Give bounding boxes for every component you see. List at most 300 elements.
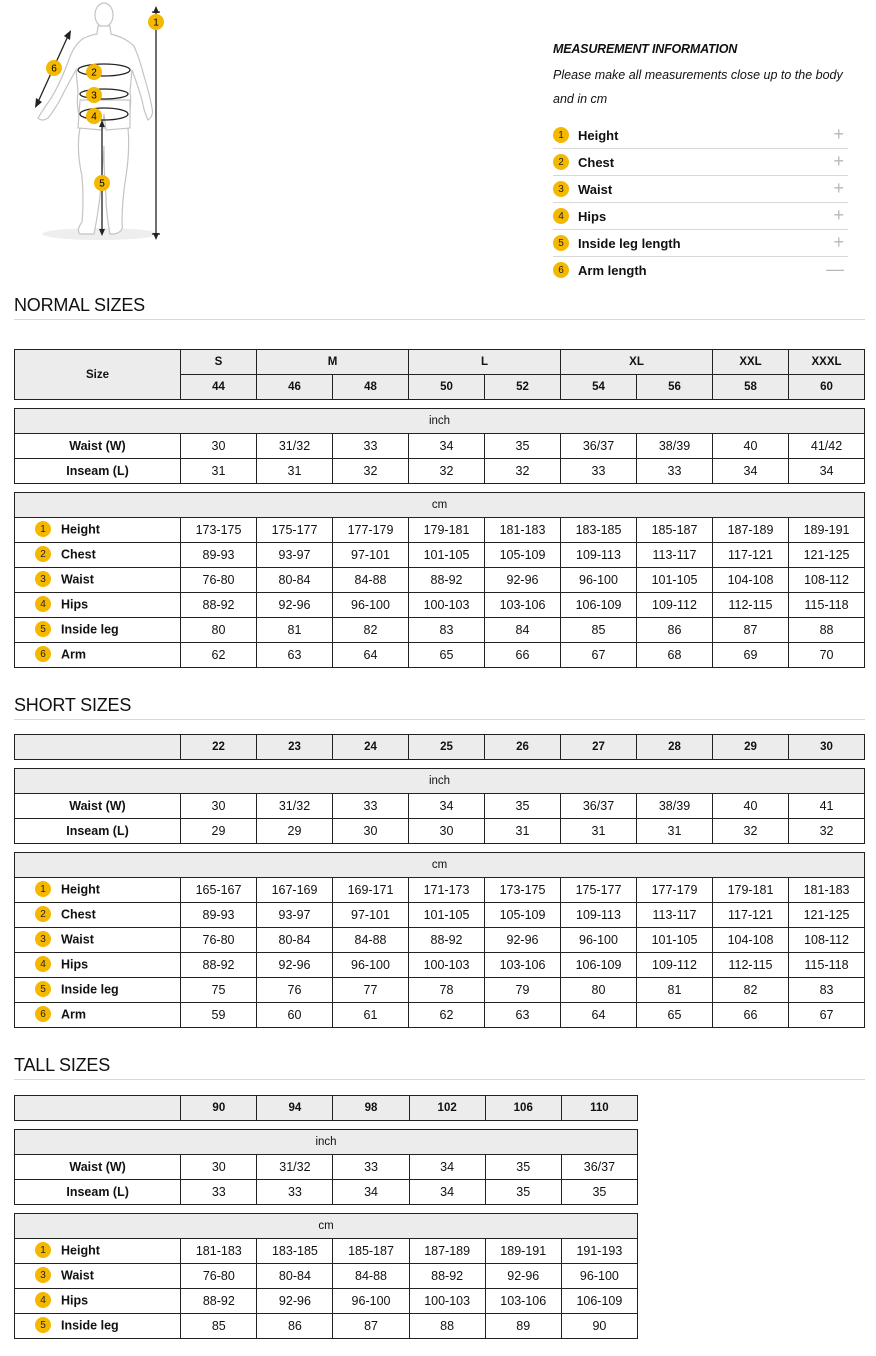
table-cell: 30 — [181, 1155, 257, 1180]
badge-icon: 5 — [35, 621, 51, 637]
measurement-info-text: Please make all measurements close up to the body and in cm — [553, 68, 843, 106]
table-cell: 32 — [409, 459, 485, 484]
table-cell: 65 — [409, 643, 485, 668]
table-cell: 121-125 — [789, 903, 865, 928]
badge-icon: 3 — [35, 931, 51, 947]
table-cell: 179-181 — [713, 878, 789, 903]
badge-icon: 6 — [35, 646, 51, 662]
size-number: 60 — [789, 375, 865, 400]
table-cell: 69 — [713, 643, 789, 668]
table-cell: 35 — [485, 1155, 561, 1180]
table-cell: 33 — [181, 1180, 257, 1205]
table-cell: 31/32 — [257, 434, 333, 459]
accordion-item-chest[interactable] — [553, 149, 848, 176]
table-cell: 85 — [561, 618, 637, 643]
table-cell: 33 — [637, 459, 713, 484]
table-row — [15, 878, 865, 903]
row-label-text: Chest — [61, 907, 96, 922]
table-cell: 41 — [789, 794, 865, 819]
badge-icon: 3 — [553, 181, 569, 197]
table-cell: 100-103 — [409, 953, 485, 978]
table-cell: 88-92 — [409, 1264, 485, 1289]
size-number: 102 — [409, 1096, 485, 1121]
table-cell: 115-118 — [789, 593, 865, 618]
table-cell: 87 — [333, 1314, 409, 1339]
table-cell: 92-96 — [485, 568, 561, 593]
table-cell: 106-109 — [561, 953, 637, 978]
badge-icon: 2 — [35, 546, 51, 562]
table-cell: 89 — [485, 1314, 561, 1339]
table-cell: 185-187 — [637, 518, 713, 543]
unit-label: inch — [15, 769, 865, 794]
table-cell: 177-179 — [637, 878, 713, 903]
table-cell: 30 — [181, 794, 257, 819]
size-number: 22 — [181, 735, 257, 760]
size-header-row — [15, 1096, 638, 1121]
table-cell: 33 — [333, 434, 409, 459]
short-cm-table — [14, 852, 865, 1028]
row-label-text: Waist — [61, 932, 94, 947]
row-label: Inseam (L) — [15, 459, 181, 484]
table-cell: 92-96 — [485, 1264, 561, 1289]
table-cell: 105-109 — [485, 543, 561, 568]
badge-icon: 4 — [35, 956, 51, 972]
table-cell: 41/42 — [789, 434, 865, 459]
row-label: Waist (W) — [15, 1155, 181, 1180]
table-cell: 33 — [257, 1180, 333, 1205]
table-cell: 101-105 — [637, 928, 713, 953]
table-cell: 82 — [333, 618, 409, 643]
size-number: 29 — [713, 735, 789, 760]
table-row — [15, 1180, 638, 1205]
badge-icon: 6 — [553, 262, 569, 278]
short-size-header-table — [14, 734, 865, 760]
table-cell: 112-115 — [713, 953, 789, 978]
unit-label: cm — [15, 493, 865, 518]
table-cell: 185-187 — [333, 1239, 409, 1264]
table-cell: 92-96 — [257, 1289, 333, 1314]
row-label-text: Inside leg — [61, 982, 119, 997]
table-cell: 31/32 — [257, 794, 333, 819]
size-number: 44 — [181, 375, 257, 400]
table-row — [15, 568, 865, 593]
table-cell: 63 — [485, 1003, 561, 1028]
body-measurement-figure — [18, 0, 178, 245]
table-row — [15, 794, 865, 819]
table-cell: 30 — [181, 434, 257, 459]
table-cell: 104-108 — [713, 928, 789, 953]
accordion-item-label: Arm length — [578, 262, 647, 278]
tall-size-header-table — [14, 1095, 638, 1121]
table-cell: 113-117 — [637, 903, 713, 928]
table-cell: 32 — [485, 459, 561, 484]
row-label-text: Height — [61, 1243, 100, 1258]
badge-icon: 1 — [553, 127, 569, 143]
table-cell: 38/39 — [637, 794, 713, 819]
table-row — [15, 434, 865, 459]
table-cell: 92-96 — [257, 953, 333, 978]
table-cell: 183-185 — [561, 518, 637, 543]
table-cell: 40 — [713, 434, 789, 459]
accordion-item-label: Hips — [578, 208, 607, 224]
short-sizes-title: SHORT SIZES — [14, 695, 865, 720]
table-cell: 121-125 — [789, 543, 865, 568]
table-cell: 30 — [409, 819, 485, 844]
badge-icon: 4 — [553, 208, 569, 224]
row-label — [15, 1289, 181, 1314]
badge-icon: 3 — [35, 571, 51, 587]
table-cell: 84 — [485, 618, 561, 643]
badge-icon: 5 — [35, 1317, 51, 1333]
table-cell: 86 — [257, 1314, 333, 1339]
size-group-xxxl: XXXL — [789, 350, 865, 375]
row-label — [15, 568, 181, 593]
table-cell: 88 — [789, 618, 865, 643]
size-group-xl: XL — [561, 350, 713, 375]
table-cell: 80 — [181, 618, 257, 643]
row-label-text: Height — [61, 882, 100, 897]
table-cell: 36/37 — [561, 794, 637, 819]
table-cell: 76-80 — [181, 928, 257, 953]
table-cell: 75 — [181, 978, 257, 1003]
row-label — [15, 1239, 181, 1264]
table-cell: 31 — [561, 819, 637, 844]
size-number: 94 — [257, 1096, 333, 1121]
table-cell: 31 — [257, 459, 333, 484]
badge-icon: 5 — [553, 235, 569, 251]
row-label — [15, 1003, 181, 1028]
row-label — [15, 593, 181, 618]
table-cell: 31 — [485, 819, 561, 844]
accordion-item-hips[interactable] — [553, 203, 848, 230]
table-cell: 113-117 — [637, 543, 713, 568]
table-cell: 35 — [485, 1180, 561, 1205]
badge-icon: 2 — [35, 906, 51, 922]
table-cell: 35 — [561, 1180, 637, 1205]
table-cell: 34 — [789, 459, 865, 484]
table-row — [15, 643, 865, 668]
accordion-item-label: Chest — [578, 154, 615, 170]
measurement-accordion — [553, 122, 848, 283]
table-cell: 32 — [789, 819, 865, 844]
table-cell: 109-113 — [561, 903, 637, 928]
table-cell: 62 — [181, 643, 257, 668]
normal-sizes-title: NORMAL SIZES — [14, 295, 865, 320]
row-label-text: Arm — [61, 647, 87, 662]
table-cell: 81 — [257, 618, 333, 643]
figure-marker-3: 3 — [91, 90, 97, 102]
row-label-text: Waist — [61, 1268, 94, 1283]
table-cell: 101-105 — [409, 543, 485, 568]
table-cell: 63 — [257, 643, 333, 668]
table-row — [15, 1003, 865, 1028]
table-cell: 31 — [181, 459, 257, 484]
table-cell: 179-181 — [409, 518, 485, 543]
table-cell: 36/37 — [561, 434, 637, 459]
row-label-text: Waist — [61, 572, 94, 587]
badge-icon: 4 — [35, 1292, 51, 1308]
table-cell: 84-88 — [333, 928, 409, 953]
row-label: Waist (W) — [15, 434, 181, 459]
size-number: 25 — [409, 735, 485, 760]
table-row — [15, 618, 865, 643]
table-cell: 35 — [485, 794, 561, 819]
table-cell: 106-109 — [561, 1289, 637, 1314]
table-cell: 103-106 — [485, 593, 561, 618]
table-cell: 100-103 — [409, 593, 485, 618]
table-cell: 29 — [181, 819, 257, 844]
figure-marker-6: 6 — [51, 63, 57, 75]
table-cell: 62 — [409, 1003, 485, 1028]
row-label-text: Chest — [61, 547, 96, 562]
table-cell: 79 — [485, 978, 561, 1003]
table-row — [15, 1289, 638, 1314]
table-cell: 112-115 — [713, 593, 789, 618]
table-cell: 83 — [789, 978, 865, 1003]
table-row — [15, 518, 865, 543]
tall-inch-table — [14, 1129, 638, 1205]
unit-label: inch — [15, 409, 865, 434]
table-cell: 80-84 — [257, 1264, 333, 1289]
table-cell: 93-97 — [257, 903, 333, 928]
table-cell: 30 — [333, 819, 409, 844]
table-cell: 103-106 — [485, 1289, 561, 1314]
table-cell: 33 — [333, 794, 409, 819]
size-number: 48 — [333, 375, 409, 400]
size-number: 98 — [333, 1096, 409, 1121]
table-cell: 96-100 — [561, 568, 637, 593]
accordion-item-label: Inside leg length — [578, 235, 681, 251]
table-cell: 106-109 — [561, 593, 637, 618]
table-cell: 35 — [485, 434, 561, 459]
table-cell: 80-84 — [257, 928, 333, 953]
accordion-item-waist[interactable] — [553, 176, 848, 203]
table-cell: 165-167 — [181, 878, 257, 903]
size-number: 23 — [257, 735, 333, 760]
table-row — [15, 1314, 638, 1339]
unit-label: cm — [15, 853, 865, 878]
table-cell: 66 — [485, 643, 561, 668]
table-cell: 96-100 — [333, 593, 409, 618]
size-number: 50 — [409, 375, 485, 400]
table-cell: 100-103 — [409, 1289, 485, 1314]
table-cell: 104-108 — [713, 568, 789, 593]
table-cell: 103-106 — [485, 953, 561, 978]
figure-marker-1: 1 — [153, 17, 159, 29]
table-cell: 33 — [333, 1155, 409, 1180]
size-group-l: L — [409, 350, 561, 375]
table-cell: 191-193 — [561, 1239, 637, 1264]
row-label — [15, 643, 181, 668]
size-number: 28 — [637, 735, 713, 760]
table-cell: 97-101 — [333, 903, 409, 928]
row-label: Waist (W) — [15, 794, 181, 819]
table-cell: 88-92 — [409, 928, 485, 953]
table-cell: 96-100 — [561, 928, 637, 953]
table-cell: 64 — [333, 643, 409, 668]
row-label — [15, 978, 181, 1003]
table-cell: 77 — [333, 978, 409, 1003]
row-label — [15, 1314, 181, 1339]
expand-icon[interactable]: + — [833, 124, 844, 144]
table-cell: 175-177 — [257, 518, 333, 543]
row-label-text: Inside leg — [61, 1318, 119, 1333]
table-cell: 87 — [713, 618, 789, 643]
table-cell: 60 — [257, 1003, 333, 1028]
table-cell: 88-92 — [409, 568, 485, 593]
table-cell: 34 — [713, 459, 789, 484]
size-number: 46 — [257, 375, 333, 400]
row-label-text: Arm — [61, 1007, 87, 1022]
size-group-xxl: XXL — [713, 350, 789, 375]
table-cell: 109-113 — [561, 543, 637, 568]
expand-icon[interactable]: + — [833, 178, 844, 198]
size-header-blank — [15, 1096, 181, 1121]
expand-icon[interactable]: + — [833, 205, 844, 225]
row-label — [15, 878, 181, 903]
table-cell: 173-175 — [485, 878, 561, 903]
table-cell: 38/39 — [637, 434, 713, 459]
table-cell: 92-96 — [257, 593, 333, 618]
table-cell: 183-185 — [257, 1239, 333, 1264]
badge-icon: 6 — [35, 1006, 51, 1022]
size-number: 30 — [789, 735, 865, 760]
size-number: 52 — [485, 375, 561, 400]
table-row — [15, 978, 865, 1003]
table-cell: 32 — [333, 459, 409, 484]
size-number: 110 — [561, 1096, 637, 1121]
normal-inch-table — [14, 408, 865, 484]
table-cell: 59 — [181, 1003, 257, 1028]
table-cell: 65 — [637, 1003, 713, 1028]
table-cell: 34 — [409, 1155, 485, 1180]
table-cell: 67 — [561, 643, 637, 668]
table-cell: 167-169 — [257, 878, 333, 903]
accordion-item-label: Height — [578, 127, 619, 143]
table-cell: 34 — [409, 434, 485, 459]
normal-size-header-table — [14, 349, 865, 400]
row-label — [15, 518, 181, 543]
figure-marker-2: 2 — [91, 67, 97, 79]
table-cell: 29 — [257, 819, 333, 844]
table-cell: 84-88 — [333, 1264, 409, 1289]
table-cell: 68 — [637, 643, 713, 668]
table-cell: 108-112 — [789, 568, 865, 593]
table-cell: 169-171 — [333, 878, 409, 903]
figure-marker-5: 5 — [99, 178, 105, 190]
table-cell: 96-100 — [561, 1264, 637, 1289]
table-cell: 81 — [637, 978, 713, 1003]
badge-icon: 1 — [35, 881, 51, 897]
table-cell: 109-112 — [637, 593, 713, 618]
accordion-item-arm[interactable] — [553, 257, 848, 283]
expand-icon[interactable]: + — [833, 232, 844, 252]
table-cell: 93-97 — [257, 543, 333, 568]
row-label-text: Inside leg — [61, 622, 119, 637]
table-row — [15, 903, 865, 928]
row-label-text: Height — [61, 522, 100, 537]
table-cell: 187-189 — [713, 518, 789, 543]
table-cell: 40 — [713, 794, 789, 819]
table-row — [15, 543, 865, 568]
table-row — [15, 1239, 638, 1264]
collapse-icon[interactable]: — — [826, 259, 844, 279]
table-cell: 181-183 — [789, 878, 865, 903]
badge-icon: 3 — [35, 1267, 51, 1283]
figure-marker-4: 4 — [91, 111, 97, 123]
table-cell: 181-183 — [181, 1239, 257, 1264]
unit-label: inch — [15, 1130, 638, 1155]
size-header-blank — [15, 735, 181, 760]
measurement-info-title: MEASUREMENT INFORMATION — [553, 42, 738, 56]
table-row — [15, 953, 865, 978]
row-label-text: Hips — [61, 597, 89, 612]
expand-icon[interactable]: + — [833, 151, 844, 171]
tall-sizes-title: TALL SIZES — [14, 1055, 865, 1080]
size-number: 54 — [561, 375, 637, 400]
table-cell: 88-92 — [181, 593, 257, 618]
table-cell: 181-183 — [485, 518, 561, 543]
size-number: 27 — [561, 735, 637, 760]
badge-icon: 2 — [553, 154, 569, 170]
accordion-item-inside-leg[interactable] — [553, 230, 848, 257]
row-label — [15, 618, 181, 643]
table-row — [15, 593, 865, 618]
table-cell: 78 — [409, 978, 485, 1003]
row-label-text: Hips — [61, 1293, 89, 1308]
table-cell: 108-112 — [789, 928, 865, 953]
table-row — [15, 819, 865, 844]
table-cell: 96-100 — [333, 1289, 409, 1314]
table-cell: 76-80 — [181, 1264, 257, 1289]
size-header-row — [15, 735, 865, 760]
table-cell: 64 — [561, 1003, 637, 1028]
table-cell: 76-80 — [181, 568, 257, 593]
badge-icon: 1 — [35, 521, 51, 537]
table-cell: 70 — [789, 643, 865, 668]
table-cell: 92-96 — [485, 928, 561, 953]
table-cell: 177-179 — [333, 518, 409, 543]
table-cell: 66 — [713, 1003, 789, 1028]
table-cell: 117-121 — [713, 903, 789, 928]
table-cell: 101-105 — [637, 568, 713, 593]
table-cell: 189-191 — [789, 518, 865, 543]
size-number: 24 — [333, 735, 409, 760]
table-cell: 80 — [561, 978, 637, 1003]
row-label — [15, 928, 181, 953]
row-label: Inseam (L) — [15, 819, 181, 844]
table-cell: 109-112 — [637, 953, 713, 978]
table-cell: 173-175 — [181, 518, 257, 543]
normal-cm-table — [14, 492, 865, 668]
size-number: 58 — [713, 375, 789, 400]
table-row — [15, 459, 865, 484]
table-cell: 101-105 — [409, 903, 485, 928]
badge-icon: 5 — [35, 981, 51, 997]
table-cell: 88-92 — [181, 953, 257, 978]
table-cell: 97-101 — [333, 543, 409, 568]
size-group-s: S — [181, 350, 257, 375]
row-label — [15, 543, 181, 568]
table-cell: 88-92 — [181, 1289, 257, 1314]
table-cell: 76 — [257, 978, 333, 1003]
table-cell: 105-109 — [485, 903, 561, 928]
badge-icon: 4 — [35, 596, 51, 612]
size-number: 26 — [485, 735, 561, 760]
measurement-info — [553, 42, 848, 283]
accordion-item-height[interactable] — [553, 122, 848, 149]
table-cell: 115-118 — [789, 953, 865, 978]
